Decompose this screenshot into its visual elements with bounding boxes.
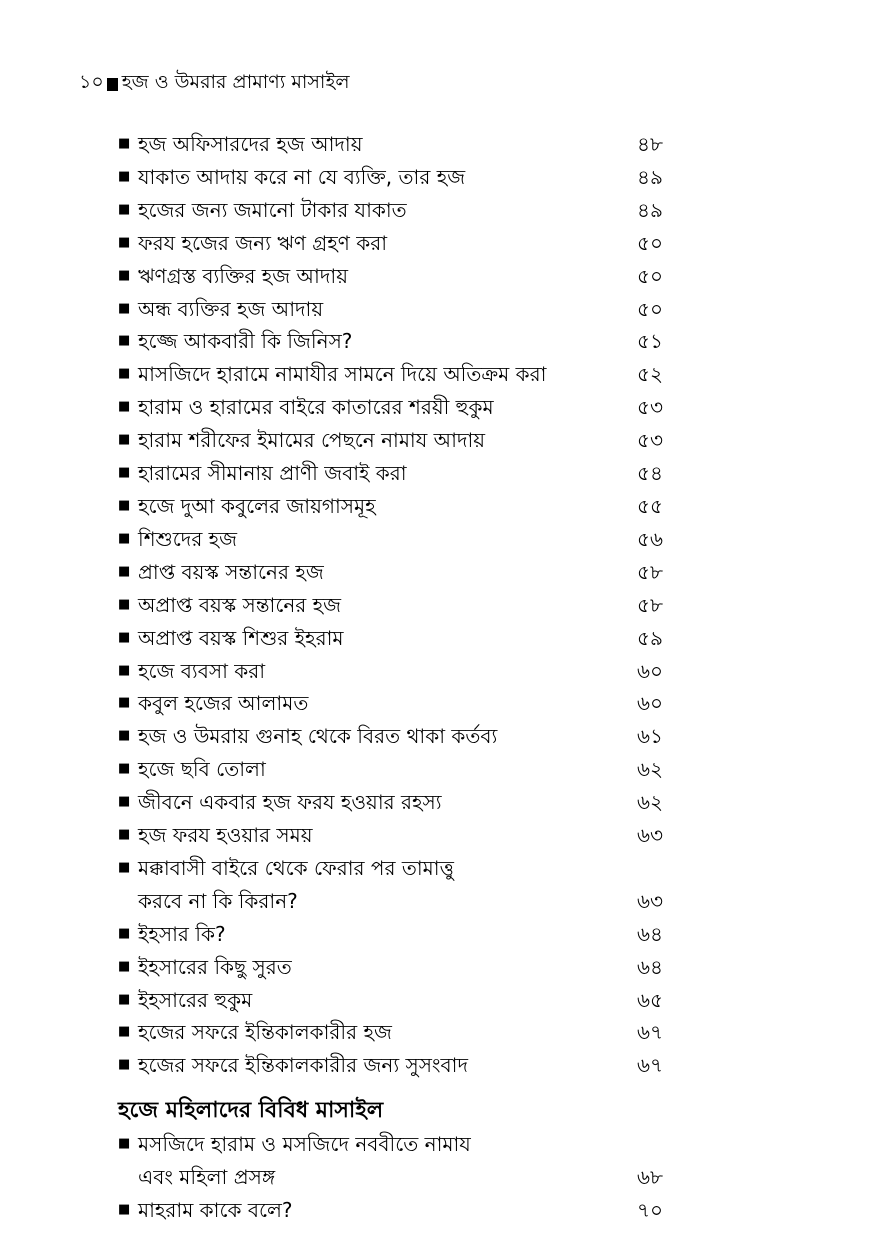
bullet-square-icon: ■ [118, 695, 131, 711]
bullet-square-icon: ■ [118, 794, 131, 810]
entry-title: মাহরাম কাকে বলে? [138, 1198, 293, 1223]
entry-page-number: ৫৮ [637, 592, 663, 617]
entry-page-number: ৬৪ [637, 921, 663, 946]
toc-entry [118, 720, 663, 753]
bullet-square-icon: ■ [118, 563, 131, 579]
entry-title: ইহসার কি? [138, 921, 226, 946]
entry-title: হজ অফিসারদের হজ আদায় [138, 132, 363, 156]
bullet-square-icon: ■ [118, 300, 131, 316]
toc-entry [118, 1016, 663, 1049]
toc-entry [118, 227, 663, 260]
entry-page-number: ৫০ [637, 230, 663, 255]
bullet-square-icon: ■ [118, 530, 131, 546]
page-number: ১০ [79, 71, 104, 93]
toc-entry [118, 918, 663, 951]
table-of-contents [118, 128, 663, 1227]
entry-page-number: ৬০ [636, 691, 663, 716]
entry-title: হারাম ও হারামের বাইরে কাতারের শরয়ী হুকুম [138, 395, 494, 420]
toc-entry [118, 589, 663, 622]
toc-entry [118, 1049, 663, 1082]
section-entries [118, 1128, 663, 1227]
entry-title: হজে দুআ কবুলের জায়গাসমূহ [138, 493, 376, 518]
toc-entry [118, 753, 663, 786]
bullet-square-icon: ■ [118, 991, 131, 1007]
entry-title: হজে ব্যবসা করা [138, 658, 266, 683]
entry-title: অপ্রাপ্ত বয়স্ক শিশুর ইহরাম [138, 625, 344, 650]
bullet-square-icon: ■ [118, 1202, 131, 1218]
bullet-square-icon: ■ [118, 761, 131, 777]
bullet-square-icon: ■ [118, 1057, 131, 1073]
entry-page-number: ৬০ [636, 658, 663, 683]
entry-page-number: ৫৩ [637, 428, 663, 453]
entry-page-number: ৬৪ [637, 954, 663, 979]
bullet-square-icon: ■ [118, 596, 131, 612]
bullet-square-icon: ■ [118, 1136, 131, 1152]
entry-page-number: ৪৮ [637, 132, 663, 156]
entry-page-number: ৬১ [637, 724, 663, 749]
toc-entry [118, 391, 663, 424]
toc-entry [118, 325, 663, 358]
toc-entry [118, 457, 663, 490]
entry-title: হজে ছবি তোলা [138, 757, 266, 782]
entry-page-number: ৬৮ [637, 1165, 663, 1190]
bullet-square-icon: ■ [118, 728, 131, 744]
entry-page-number: ৫৩ [637, 395, 663, 420]
entry-page-number: ৬২ [636, 757, 663, 782]
entry-page-number: ৬৭ [636, 1020, 663, 1045]
entry-page-number: ৭০ [636, 1198, 663, 1223]
toc-entry [118, 260, 663, 293]
entry-page-number: ৫৪ [637, 461, 663, 486]
bullet-square-icon: ■ [118, 399, 131, 415]
entry-title: শিশুদের হজ [138, 526, 238, 551]
entry-title: অপ্রাপ্ত বয়স্ক সন্তানের হজ [138, 592, 342, 617]
toc-entry [118, 161, 663, 194]
toc-entry [118, 951, 663, 984]
bullet-square-icon: ■ [118, 662, 131, 678]
section-heading: হজে মহিলাদের বিবিধ মাসাইল [118, 1098, 384, 1124]
bullet-square-icon: ■ [118, 958, 131, 974]
bullet-square-icon: ■ [118, 168, 131, 184]
entry-page-number: ৬৭ [636, 1053, 663, 1078]
entry-page-number: ৪৯ [637, 197, 663, 222]
entry-title: হজের জন্য জমানো টাকার যাকাত [138, 197, 407, 222]
entry-title: ইহসারের হুকুম [138, 987, 253, 1012]
toc-entry [118, 424, 663, 457]
bullet-square-icon: ■ [118, 925, 131, 941]
entry-title: হজ্জে আকবারী কি জিনিস? [138, 329, 353, 354]
bullet-square-icon: ■ [118, 267, 131, 283]
entry-page-number: ৬৩ [636, 823, 663, 848]
bullet-square-icon: ■ [118, 333, 131, 349]
entry-title: জীবনে একবার হজ ফরয হওয়ার রহস্য [138, 790, 442, 815]
entry-page-number: ৬৩ [636, 888, 663, 913]
bullet-square-icon: ■ [118, 827, 131, 843]
toc-entry [118, 1128, 663, 1194]
toc-entries [118, 128, 663, 1082]
bullet-square-icon: ■ [118, 136, 131, 151]
entry-page-number: ৪৯ [637, 164, 663, 189]
entry-title: যাকাত আদায় করে না যে ব্যক্তি, তার হজ [138, 164, 466, 189]
toc-entry [118, 194, 663, 227]
entry-title: হজের সফরে ইন্তিকালকারীর জন্য সুসংবাদ [138, 1053, 468, 1078]
toc-entry [118, 687, 663, 720]
entry-page-number: ৫১ [637, 329, 663, 354]
toc-entry [118, 293, 663, 326]
toc-entry [118, 358, 663, 391]
entry-page-number: ৫৬ [637, 526, 663, 551]
toc-entry [118, 655, 663, 688]
entry-page-number: ৫০ [637, 263, 663, 288]
entry-page-number: ৫২ [637, 362, 663, 387]
entry-title: মসজিদে হারাম ও মসজিদে নববীতে নামায এবং মহিলা প্রসঙ্গ [138, 1132, 471, 1190]
entry-page-number: ৫০ [637, 296, 663, 321]
entry-title: মক্কাবাসী বাইরে থেকে ফেরার পর তামাত্তু করবে না কি কিরান? [138, 855, 454, 913]
entry-page-number: ৫৮ [637, 559, 663, 584]
entry-title: কবুল হজের আলামত [138, 691, 309, 716]
toc-entry [118, 984, 663, 1017]
entry-title: অন্ধ ব্যক্তির হজ আদায় [138, 296, 324, 321]
bullet-square-icon: ■ [118, 432, 131, 448]
entry-title: ফরয হজের জন্য ঋণ গ্রহণ করা [138, 230, 388, 255]
separator-square-icon [107, 78, 118, 91]
toc-entry [118, 556, 663, 589]
entry-title: প্রাপ্ত বয়স্ক সন্তানের হজ [138, 559, 324, 584]
entry-page-number: ৬২ [636, 790, 663, 815]
entry-title: ইহসারের কিছু সুরত [138, 954, 292, 979]
toc-entry [118, 852, 663, 918]
toc-entry [118, 523, 663, 556]
bullet-square-icon: ■ [118, 859, 131, 875]
entry-title: হারামের সীমানায় প্রাণী জবাই করা [138, 461, 407, 486]
entry-title: হারাম শরীফের ইমামের পেছনে নামায আদায় [138, 428, 486, 453]
bullet-square-icon: ■ [118, 366, 131, 382]
entry-title: মাসজিদে হারামে নামাযীর সামনে দিয়ে অতিক্রম করা [138, 362, 547, 387]
bullet-square-icon: ■ [118, 629, 131, 645]
entry-title: ঋণগ্রস্ত ব্যক্তির হজ আদায় [138, 263, 348, 288]
entry-title: হজের সফরে ইন্তিকালকারীর হজ [138, 1020, 392, 1045]
toc-entry [118, 622, 663, 655]
running-header [79, 68, 349, 100]
entry-title: হজ ও উমরায় গুনাহ থেকে বিরত থাকা কর্তব্য [138, 724, 498, 749]
bullet-square-icon: ■ [118, 1024, 131, 1040]
bullet-square-icon: ■ [118, 497, 131, 513]
toc-entry [118, 128, 663, 161]
bullet-square-icon: ■ [118, 465, 131, 481]
toc-entry [118, 786, 663, 819]
toc-entry [118, 1194, 663, 1227]
bullet-square-icon: ■ [118, 234, 131, 250]
toc-entry [118, 819, 663, 852]
bullet-square-icon: ■ [118, 201, 131, 217]
entry-page-number: ৫৫ [637, 493, 663, 518]
book-title: হজ ও উমরার প্রামাণ্য মাসাইল [121, 71, 350, 93]
toc-entry [118, 490, 663, 523]
entry-page-number: ৬৫ [637, 987, 663, 1012]
entry-page-number: ৫৯ [637, 625, 663, 650]
entry-title: হজ ফরয হওয়ার সময় [138, 823, 313, 848]
